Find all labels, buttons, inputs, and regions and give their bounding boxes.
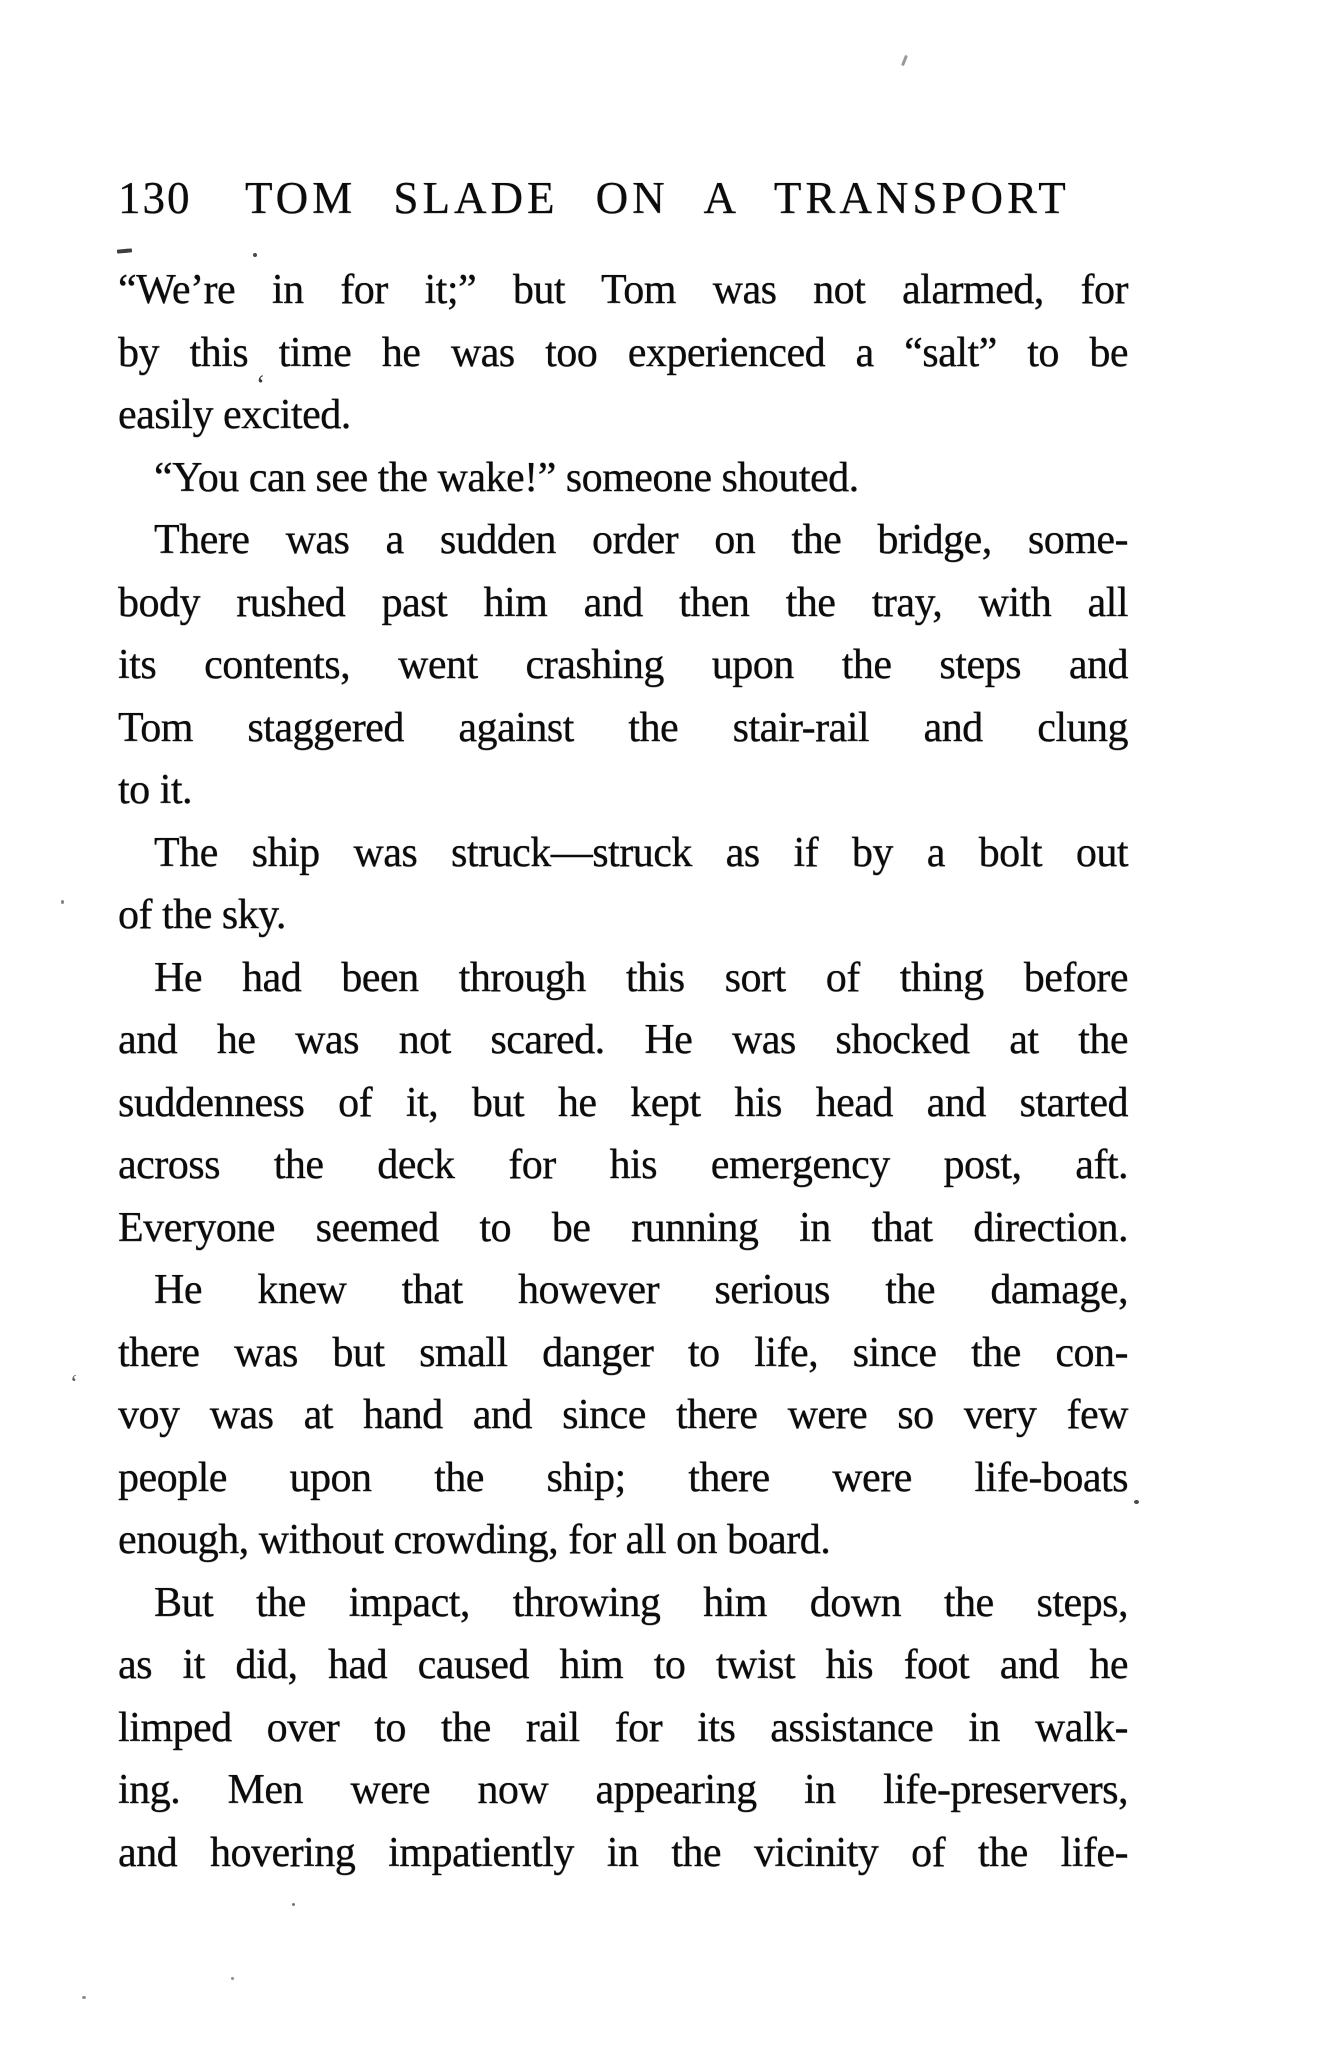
text-line: body rushed past him and then the tray, with all xyxy=(118,579,1128,626)
scan-speck xyxy=(1134,1500,1139,1504)
text-line: and hovering impatiently in the vicinity of the life- xyxy=(118,1829,1128,1876)
text-line: to it. xyxy=(118,767,193,813)
text-line: of the sky. xyxy=(118,892,286,938)
text-line: There was a sudden order on the bridge, some- xyxy=(154,517,1128,563)
text-line: “You can see the wake!” someone shouted. xyxy=(154,454,859,501)
text-line: enough, without crowding, for all on board. xyxy=(118,1517,831,1563)
text-line: Everyone seemed to be running in that direction. xyxy=(118,1204,1128,1251)
running-header xyxy=(118,172,1130,224)
text-line: But the impact, throwing him down the steps, xyxy=(154,1579,1128,1626)
text-line: “We’re in for it;” but Tom was not alarmed, for xyxy=(118,267,1128,313)
text-line: limped over to the rail for its assistance in walk- xyxy=(118,1704,1128,1751)
text-line: The ship was struck—struck as if by a bolt out xyxy=(154,829,1128,876)
text-block xyxy=(118,259,1128,1884)
scan-speck xyxy=(253,253,257,257)
text-line: He had been through this sort of thing before xyxy=(154,954,1128,1001)
text-line: He knew that however serious the damage, xyxy=(154,1267,1128,1313)
text-line: ing. Men were now appearing in life-preservers, xyxy=(118,1767,1128,1813)
text-line: its contents, went crashing upon the steps and xyxy=(118,642,1128,688)
stray-quote-mark: ‘ xyxy=(70,1371,78,1397)
stray-quote-mark: ‘ xyxy=(256,370,266,401)
text-line: as it did, had caused him to twist his foot and he xyxy=(118,1642,1128,1688)
text-line: people upon the ship; there were life-boats xyxy=(118,1454,1128,1501)
text-line: there was but small danger to life, since the con- xyxy=(118,1329,1128,1376)
scan-speck xyxy=(292,1903,295,1906)
text-line: voy was at hand and since there were so very few xyxy=(118,1392,1128,1438)
text-line: by this time he was too experienced a “salt” to be xyxy=(118,329,1128,376)
scan-speck xyxy=(901,55,908,66)
scan-speck xyxy=(231,1977,234,1980)
scan-speck xyxy=(117,248,132,253)
text-line: suddenness of it, but he kept his head and started xyxy=(118,1079,1128,1126)
page-number: 130 xyxy=(118,173,192,223)
text-line: and he was not scared. He was shocked at the xyxy=(118,1017,1128,1063)
running-title: TOM SLADE ON A TRANSPORT xyxy=(245,173,1070,223)
text-line: easily excited. xyxy=(118,392,351,438)
text-line: Tom staggered against the stair-rail and clung xyxy=(118,704,1128,751)
scan-speck xyxy=(82,1996,86,1999)
text-line: across the deck for his emergency post, aft. xyxy=(118,1142,1128,1188)
scan-speck xyxy=(61,900,64,904)
